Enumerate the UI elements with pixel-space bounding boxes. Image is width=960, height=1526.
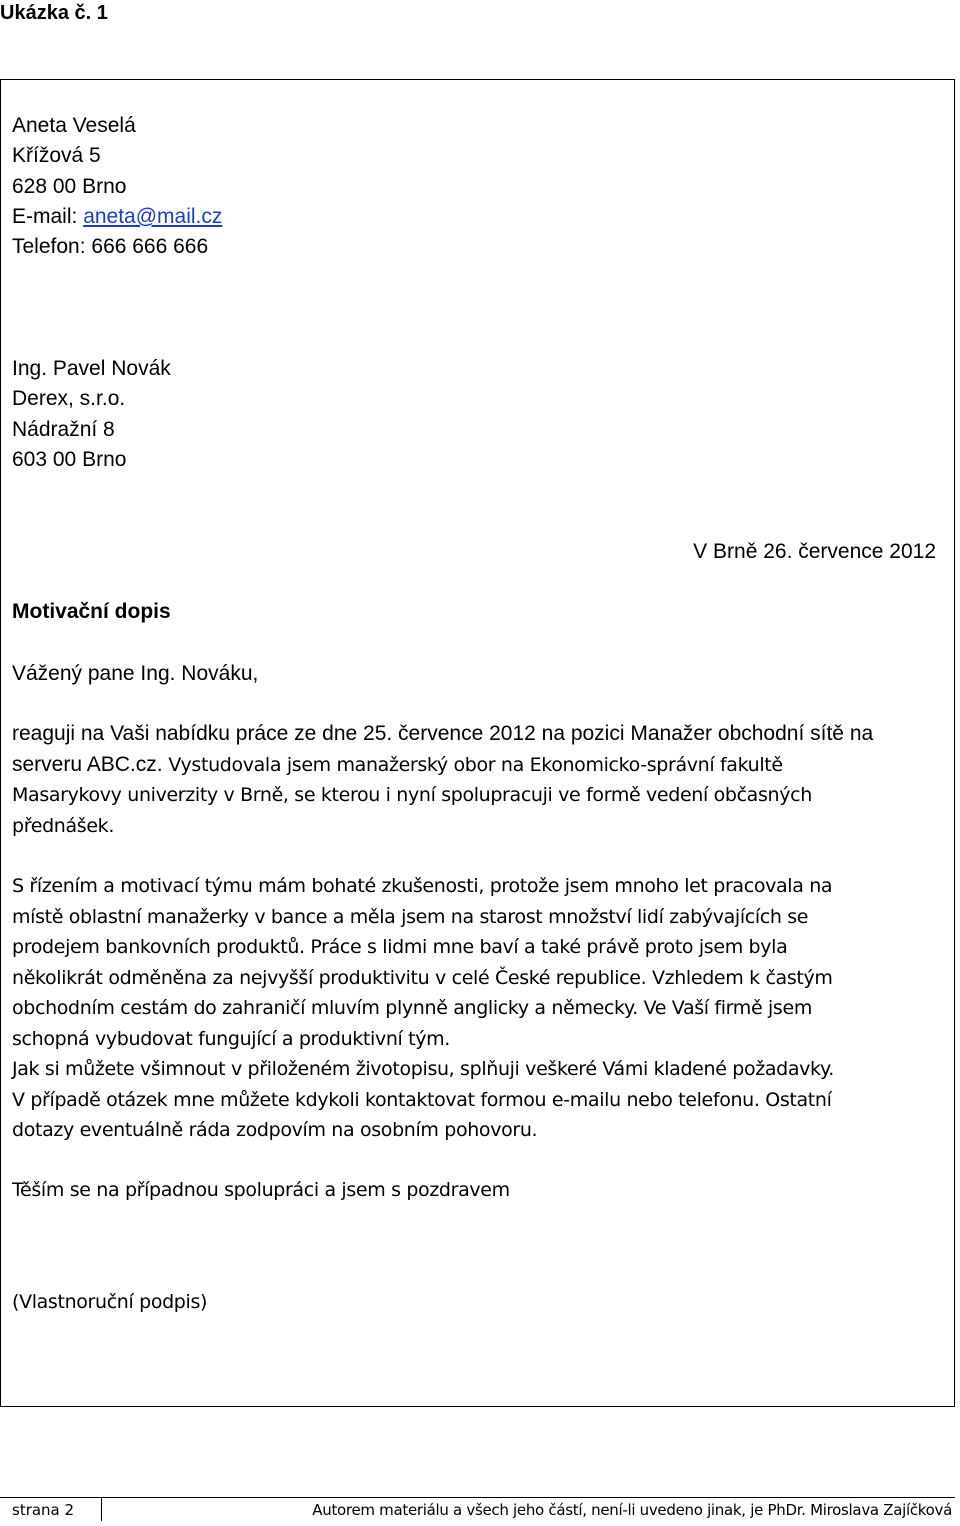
sender-address [12,111,222,262]
page-footer [0,1497,955,1521]
body-paragraph [12,871,834,1146]
sender-email-line [12,202,222,232]
email-label: E-mail: [12,204,84,228]
recipient-name: Ing. Pavel Novák [12,357,171,380]
body-line: prodejem bankovních produktů. Práce s lidmi mne baví a také právě proto jsem byla [12,936,788,958]
sample-heading: Ukázka č. 1 [0,2,108,24]
intro-line: reaguji na Vaši nabídku práce ze dne 25. července 2012 na pozici Manažer obchodní sítě na [12,722,874,745]
intro-paragraph [12,719,873,841]
recipient-address [12,354,171,475]
sender-phone: Telefon: 666 666 666 [12,235,209,259]
intro-line: přednášek. [12,814,115,837]
body-line: V případě otázek mne můžete kdykoli kontaktovat formou e-mailu nebo telefonu. Ostatní [12,1088,832,1111]
recipient-street: Nádražní 8 [12,417,115,441]
letter-date: V Brně 26. července 2012 [693,540,936,563]
intro-line-part: serveru ABC.cz. [12,752,169,776]
footer-author-note: Autorem materiálu a všech jeho částí, není-li uvedeno jinak, je PhDr. Miroslava Zajíčková [312,1501,952,1519]
sender-city: 628 00 Brno [12,174,127,198]
letter-subject: Motivační dopis [12,600,171,623]
body-line: místě oblastní manažerky v bance a měla jsem na starost množství lidí zabývajících se [12,905,809,928]
body-line: obchodním cestám do zahraničí mluvím plynně anglicky a německy. Ve Vaší firmě jsem [12,997,812,1019]
intro-line-part: Vystudovala jsem manažerský obor na Ekonomicko-správní fakultě [168,753,783,776]
body-line: několikrát odměněna za nejvyšší produktivitu v celé České republice. Vzhledem k častým [12,966,833,989]
intro-line [12,750,873,781]
salutation: Vážený pane Ing. Nováku, [12,662,259,685]
intro-line: Masarykovy univerzity v Brně, se kterou i nyní spolupracuji ve formě vedení občasných [12,784,812,806]
recipient-company: Derex, s.r.o. [12,387,126,411]
sender-name: Aneta Veselá [12,114,136,137]
recipient-city: 603 00 Brno [12,447,127,471]
signature-placeholder: (Vlastnoruční podpis) [12,1291,208,1313]
body-line: dotazy eventuálně ráda zodpovím na osobním pohovoru. [12,1119,538,1141]
body-line: schopná vybudovat fungující a produktivní tým. [12,1027,450,1050]
page-number: strana 2 [12,1501,75,1519]
body-line: Jak si můžete všimnout v přiloženém životopisu, splňuji veškeré Vámi kladené požadavky. [12,1058,834,1080]
sender-street: Křížová 5 [12,144,101,168]
closing-line: Těším se na případnou spolupráci a jsem s pozdravem [12,1179,510,1201]
body-line: S řízením a motivací týmu mám bohaté zkušenosti, protože jsem mnoho let pracovala na [12,875,833,897]
footer-rule [0,1497,955,1498]
email-link[interactable]: aneta@mail.cz [83,204,223,228]
